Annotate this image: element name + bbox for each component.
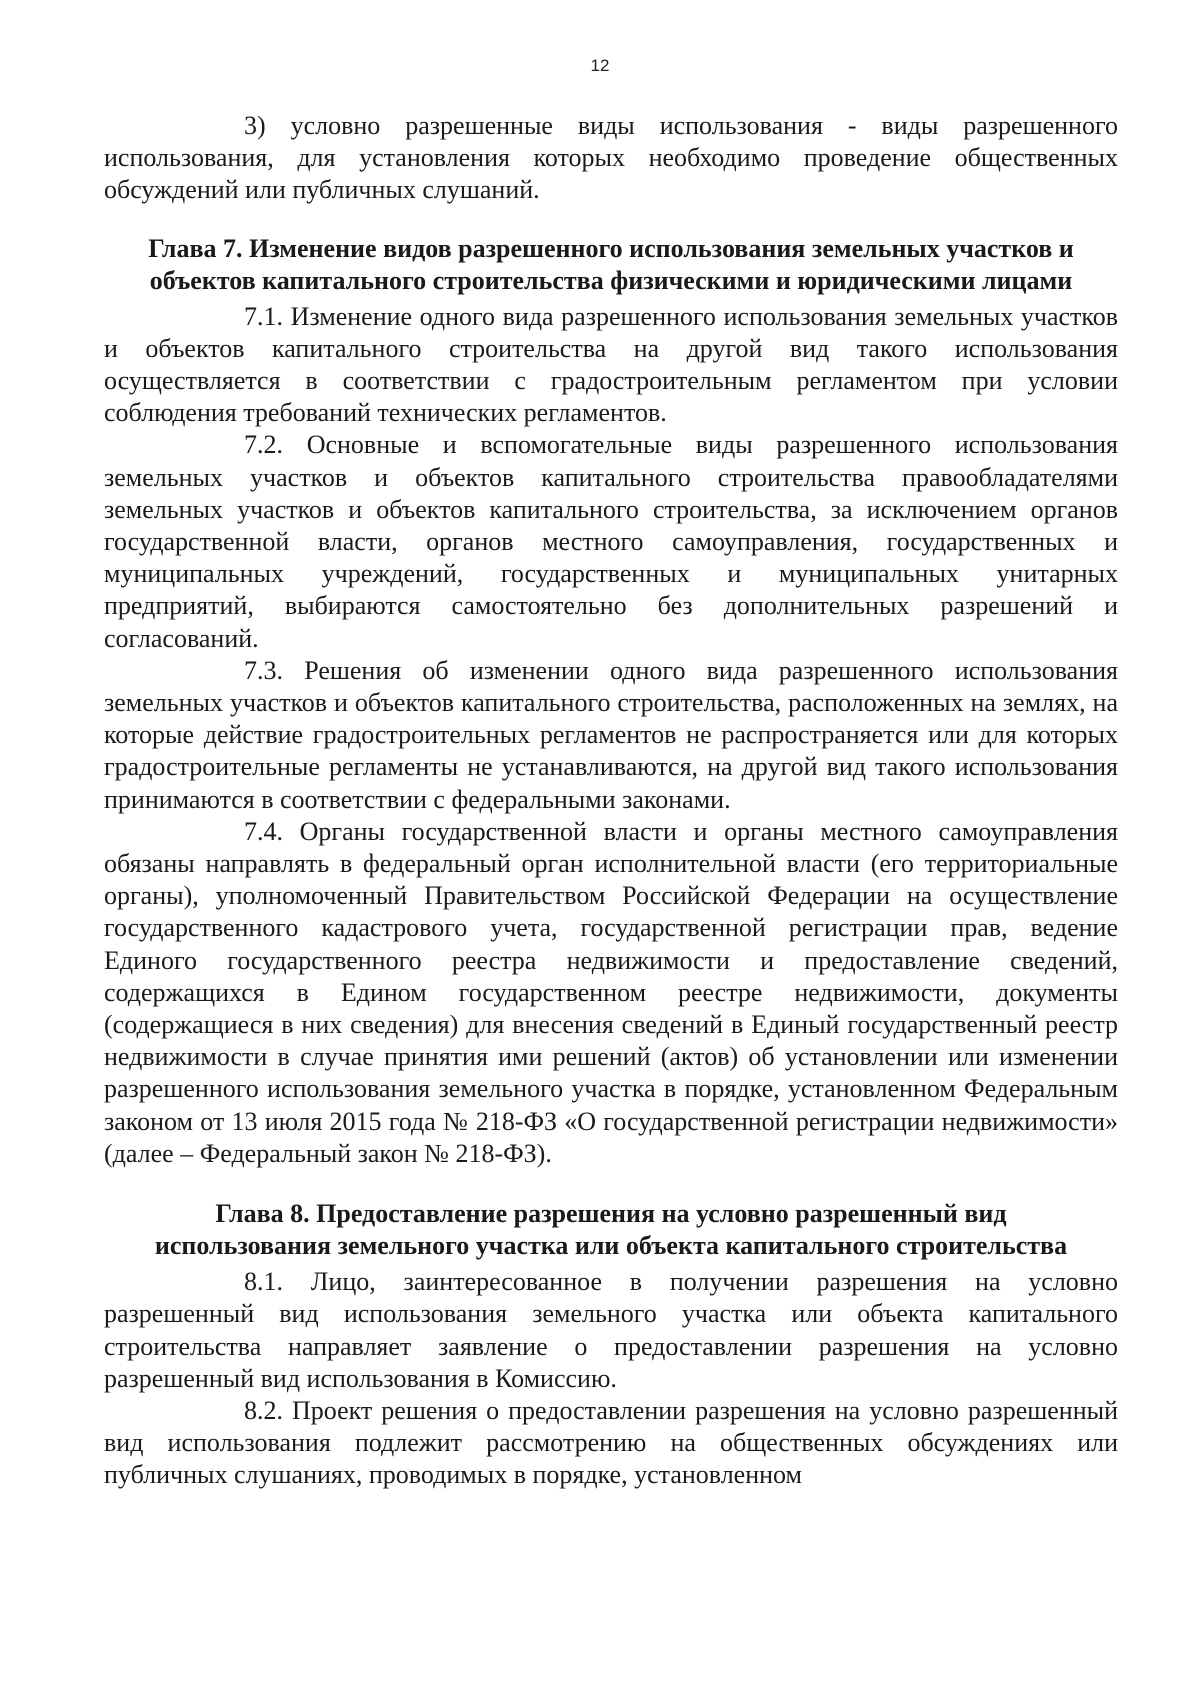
chapter-8-body [104, 1266, 1118, 1491]
list-item-3 [104, 110, 1118, 207]
page-number: 12 [590, 56, 610, 75]
chapter-title-line: использования земельного участка или объекта капитального строительства [154, 1231, 1068, 1261]
clause-text: Решения об изменении одного вида разрешенного использования земельных участков и объектов капитального строительства, расположенных на землях, на которые действие градостроительных регламентов не распространяется или для которых градостроительные регламенты не устанавливаются, на другой вид такого использования принимаются в соответствии с федеральными законами. [104, 655, 1118, 814]
chapter-8-title [104, 1198, 1118, 1262]
chapter-title-line: объектов капитального строительства физическими и юридическими лицами [149, 265, 1073, 295]
chapter-7-body [104, 301, 1118, 1170]
clause-number: 7.2. [244, 430, 283, 460]
clause-7-1 [104, 301, 1118, 430]
clause-7-2 [104, 429, 1118, 654]
clause-text: Основные и вспомогательные виды разрешенного использования земельных участков и объектов капитального строительства правообладателями земельных участков и объектов капитального строительства, за исключением органов государственной власти, органов местного самоуправления, государственных и муниципальных учреждений, государственных и муниципальных унитарных предприятий, выбираются самостоятельно без дополнительных разрешений и согласований. [104, 430, 1119, 653]
clause-text: Проект решения о предоставлении разрешения на условно разрешенный вид использования подлежит рассмотрению на общественных обсуждениях или публичных слушаниях, проводимых в порядке, установленном [104, 1395, 1119, 1490]
clause-7-3 [104, 655, 1118, 816]
item-text: условно разрешенные виды использования - виды разрешенного использования, для установления которых необходимо проведение общественных обсуждений или публичных слушаний. [104, 111, 1118, 205]
item-number: 3) [244, 111, 266, 140]
clause-8-2 [104, 1395, 1118, 1492]
chapter-title-line: Глава 7. Изменение видов разрешенного использования земельных участков и [148, 233, 1074, 263]
clause-number: 8.1. [244, 1267, 283, 1297]
clause-7-4 [104, 816, 1118, 1170]
clause-text: Лицо, заинтересованное в получении разрешения на условно разрешенный вид использования земельного участка или объекта капитального строительства направляет заявление о предоставлении разрешения на условно разрешенный вид использования в Комиссию. [104, 1267, 1118, 1393]
clause-text: Изменение одного вида разрешенного использования земельных участков и объектов капитального строительства на другой вид такого использования осуществляется в соответствии с градостроительным регламентом при условии соблюдения требований технических регламентов. [104, 301, 1119, 428]
chapter-title-line: Глава 8. Предоставление разрешения на условно разрешенный вид [215, 1199, 1007, 1229]
chapter-7-title [104, 233, 1118, 297]
clause-number: 8.2. [244, 1395, 283, 1425]
clause-text: Органы государственной власти и органы местного самоуправления обязаны направлять в федеральный орган исполнительной власти (его территориальные органы), уполномоченный Правительством Российской Федерации на осуществление государственного кадастрового учета, государственной регистрации прав, ведение Единого государственного реестра недвижимости и предоставление сведений, содержащихся в Едином государственном реестре недвижимости, документы (содержащиеся в них сведения) для внесения сведений в Единый государственный реестр недвижимости в случае принятия ими решений (актов) об установлении или изменении разрешенного использования земельного участка в порядке, установленном Федеральным законом от 13 июля 2015 года № 218-ФЗ «О государственной регистрации недвижимости» (далее – Федеральный закон № 218-ФЗ). [104, 816, 1119, 1168]
clause-number: 7.3. [244, 655, 283, 685]
clause-number: 7.4. [244, 816, 283, 846]
page-content [104, 110, 1118, 1492]
clause-number: 7.1. [244, 301, 283, 331]
clause-8-1 [104, 1266, 1118, 1395]
